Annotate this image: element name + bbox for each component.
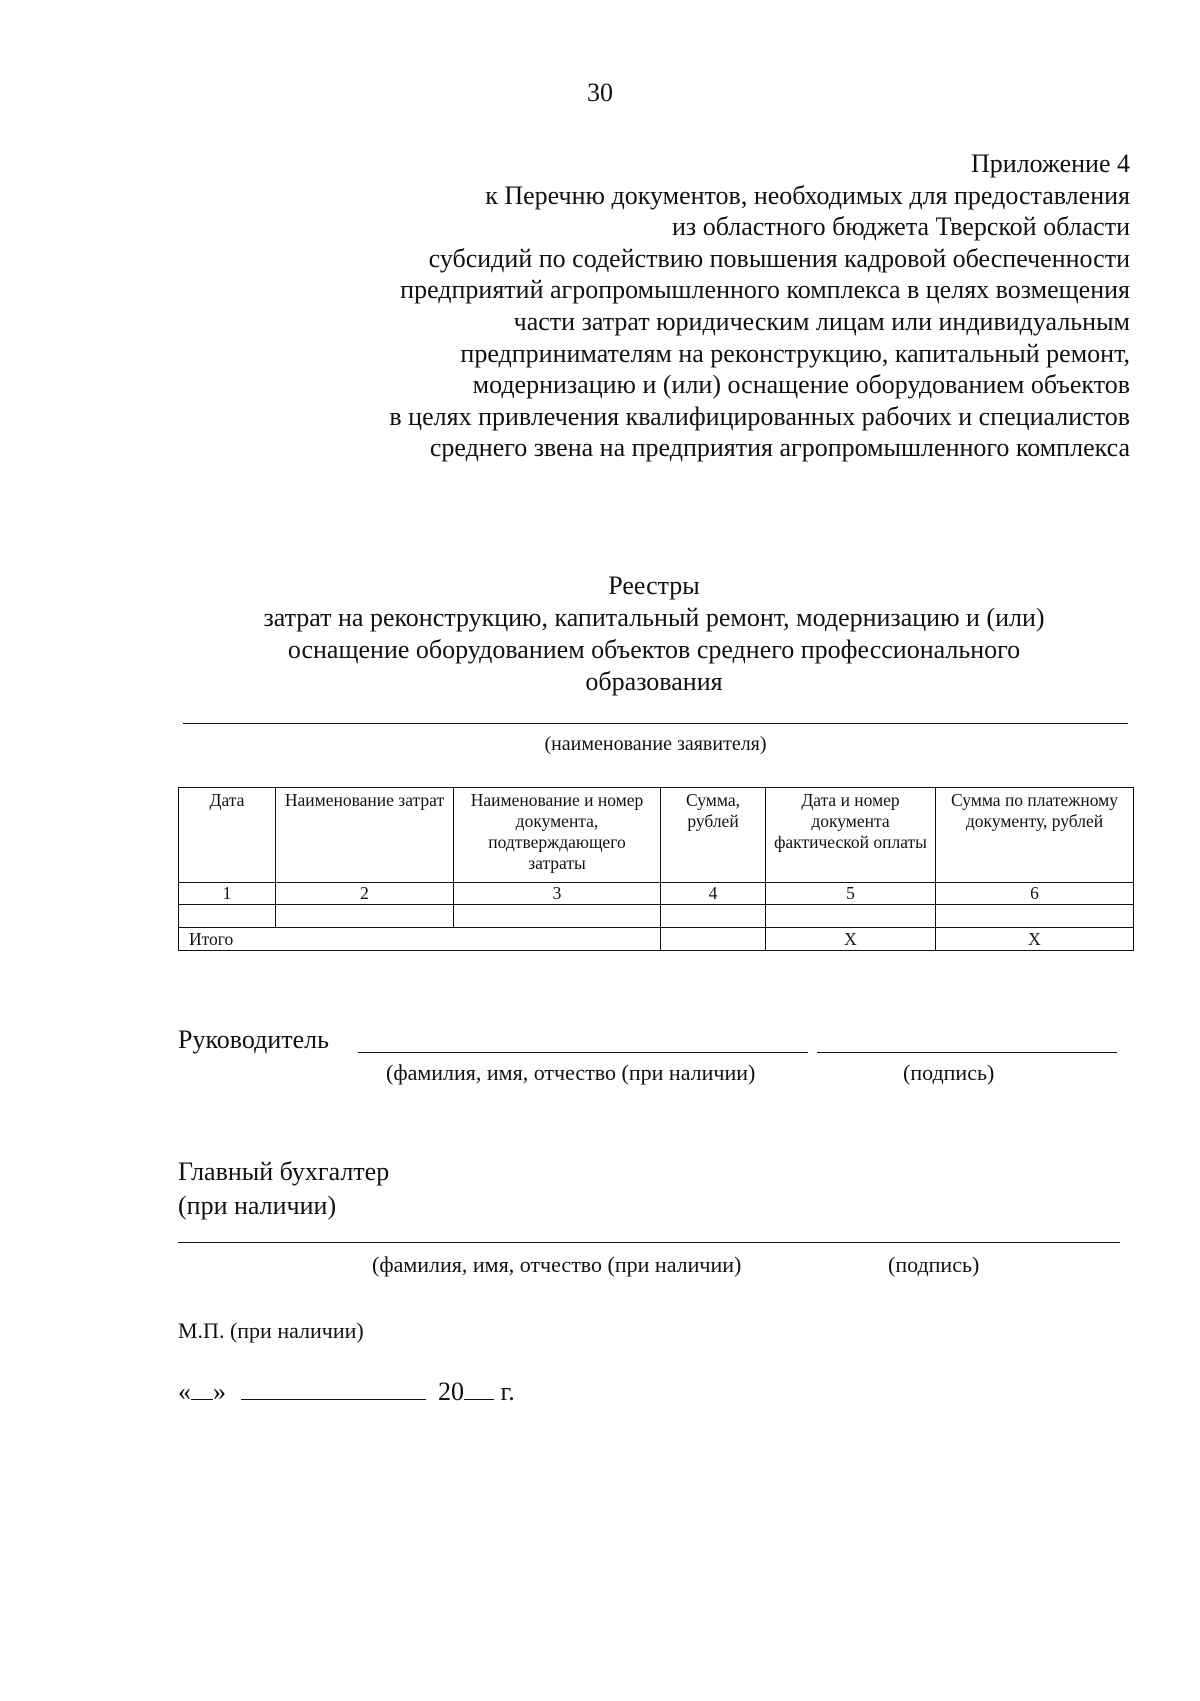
registry-subtitle-line: образования [585, 667, 723, 696]
table-cell[interactable] [936, 905, 1134, 928]
registry-title-block [0, 570, 1200, 698]
appendix-header [230, 148, 1130, 464]
page-number: 30 [587, 78, 613, 107]
table-header-cell: Дата и номер документа фактической оплаты [766, 788, 936, 883]
head-sign-caption: (подпись) [903, 1060, 995, 1085]
day-field[interactable] [191, 1377, 213, 1400]
head-signature-line[interactable] [817, 1052, 1117, 1053]
table-number-cell: 5 [766, 883, 936, 905]
registry-subtitle-line: оснащение оборудованием объектов среднего профессионального [287, 635, 1021, 664]
table-number-cell: 3 [454, 883, 661, 905]
table-header-cell: Сумма, рублей [661, 788, 766, 883]
accountant-label: Главный бухгалтер [178, 1157, 390, 1186]
appendix-line: среднего звена на предприятия агропромышленного комплекса [429, 433, 1130, 463]
total-col6-cell: Х [936, 928, 1134, 951]
table-row [179, 905, 1134, 928]
year-suffix: г. [494, 1377, 515, 1406]
appendix-line: в целях привлечения квалифицированных рабочих и специалистов [389, 401, 1130, 431]
date-close-quote: » [213, 1377, 226, 1406]
table-header-cell: Сумма по платежному документу, рублей [936, 788, 1134, 883]
appendix-line: предпринимателям на реконструкцию, капитальный ремонт, [460, 338, 1130, 368]
table-number-cell: 2 [276, 883, 454, 905]
date-open-quote: « [178, 1377, 191, 1406]
table-cell[interactable] [454, 905, 661, 928]
table-header-cell: Наименование и номер документа, подтверждающего затраты [454, 788, 661, 883]
total-label: Итого [179, 928, 661, 951]
applicant-name-line[interactable] [183, 723, 1128, 724]
registry-subtitle-line: затрат на реконструкцию, капитальный ремонт, модернизацию и (или) [263, 603, 1045, 632]
year-prefix: 20 [438, 1377, 464, 1406]
accountant-sign-caption: (подпись) [888, 1252, 980, 1277]
year-field[interactable] [464, 1377, 494, 1400]
total-sum-cell[interactable] [661, 928, 766, 951]
registry-title: Реестры [608, 571, 700, 600]
appendix-line: субсидий по содействию повышения кадровой обеспеченности [428, 243, 1130, 273]
table-total-row [179, 928, 1134, 951]
table-number-row [179, 883, 1134, 905]
table-number-cell: 4 [661, 883, 766, 905]
table-cell[interactable] [661, 905, 766, 928]
applicant-caption: (наименование заявителя) [544, 733, 767, 755]
table-cell[interactable] [766, 905, 936, 928]
accountant-label-note: (при наличии) [178, 1191, 337, 1220]
appendix-line: Приложение 4 [970, 149, 1130, 178]
head-name-line[interactable] [358, 1052, 808, 1053]
accountant-line[interactable] [178, 1242, 1120, 1243]
stamp-note: М.П. (при наличии) [178, 1318, 364, 1343]
accountant-name-caption: (фамилия, имя, отчество (при наличии) [372, 1252, 742, 1277]
head-name-caption: (фамилия, имя, отчество (при наличии) [386, 1060, 756, 1085]
table-number-cell: 6 [936, 883, 1134, 905]
table-number-cell: 1 [179, 883, 276, 905]
appendix-line: из областного бюджета Тверской области [672, 212, 1130, 242]
table-cell[interactable] [276, 905, 454, 928]
expenses-table [178, 787, 1134, 951]
appendix-line: предприятий агропромышленного комплекса в целях возмещения [400, 275, 1130, 305]
table-header-row [179, 788, 1134, 883]
table-cell[interactable] [179, 905, 276, 928]
month-field[interactable] [241, 1377, 426, 1400]
head-label: Руководитель [178, 1025, 329, 1054]
appendix-line: части затрат юридическим лицам или индивидуальным [513, 306, 1130, 336]
table-header-cell: Наименование затрат [276, 788, 454, 883]
table-header-cell: Дата [179, 788, 276, 883]
appendix-line: к Перечню документов, необходимых для предоставления [485, 180, 1130, 210]
total-col5-cell: Х [766, 928, 936, 951]
appendix-line: модернизацию и (или) оснащение оборудованием объектов [472, 370, 1130, 400]
date-line [178, 1377, 515, 1407]
